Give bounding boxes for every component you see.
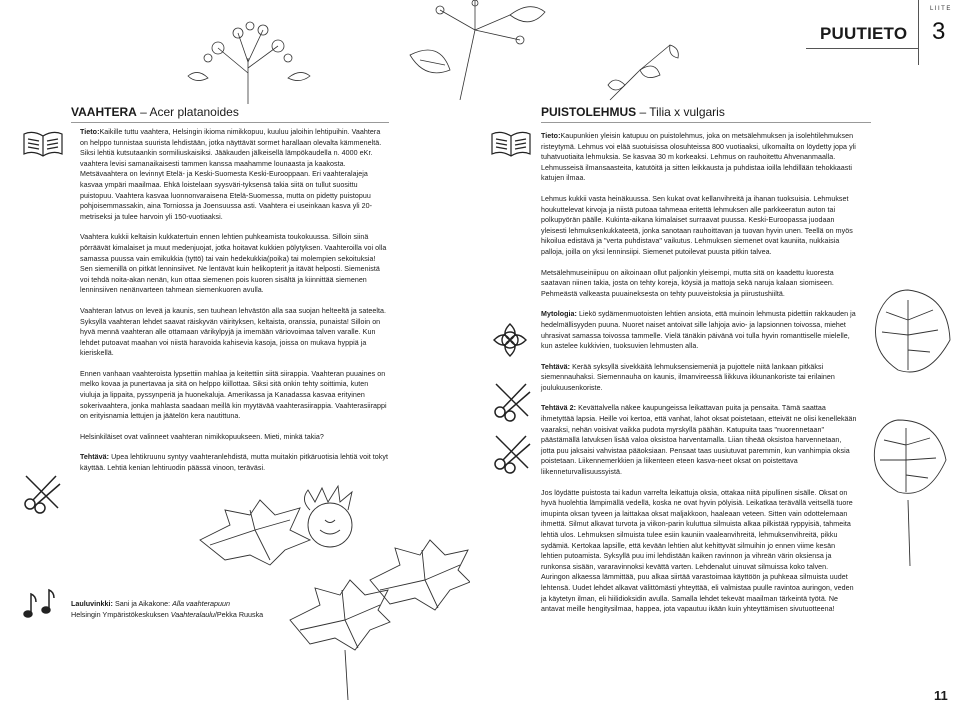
- scissors-tools-icon: [20, 470, 64, 514]
- paragraph-body: Helsinkiläiset ovat valinneet vaahteran nimikkopuukseen. Mieti, minkä takia?: [80, 432, 324, 441]
- paragraph-body: Metsälehmuseiniipuu on aikoinaan ollut paljonkin yleisempi, mutta sitä on kaadettu kuoresta saatavan niinen takia, josta on tehty koreja, köysiä ja mattoja sekä naruja kalaan siomiseen. Pehmeästä valkeasta puuaineksesta on tehty puuveistoksia ja piirustushiiltä.: [541, 268, 834, 298]
- credits-text: Helsingin Ympäristökeskuksen: [71, 610, 171, 619]
- paragraph-label: Tieto:: [541, 132, 561, 140]
- paragraph-body: Vaahteran latvus on leveä ja kaunis, sen tuuhean lehvästön alla saa suojan helteeltä ja sateelta. Syksyllä vaahteran lehdet saavat räiskyvän väirityksen, keltaista, oranssia, punaista! Silloin on hyvä mennä vaahteran alle ottamaan värikylpyjä ja imemään väriovoimaa talven varalle. Kun lehdet putoavat maahan voi niistä haravoida kahisevia kasoja, joissa on mukava hyppiä ja kieriskellä.: [80, 306, 387, 358]
- paragraph-label: Tehtävä:: [541, 362, 571, 371]
- paragraph-label: Tehtävä 2:: [541, 404, 577, 413]
- right-paragraph: [541, 362, 857, 394]
- paragraph-label: Mytologia:: [541, 310, 577, 319]
- right-heading-rule: [541, 122, 871, 123]
- paragraph-body: Kevättalvella näkee kaupungeissa leikattavan puita ja pensaita. Tämä saattaa ihmetyttää lapsia. Heille voi kertoa, että vanhat, lahot oksat poistetaan, etteivät ne olisi kenellekään vaaraksi, nehän voisivat vaikka pudota myrskyllä päähän. Katupuita taas "nuorennetaan" päästämällä latvuksen lisää valoa oksistoa harventamalla. Liian tiheää oksistoa harvennetaan, jotta puu jaksaisi vahvistaa pääoksiaan. Pensaat taas uusiutuvat paremmin, kun vanhimpia oksia poistetaan. Liikennemerkkien ja liikenteen eteen kasva-neet oksat on poistettava liikenneturvallisuussyistä.: [541, 404, 857, 477]
- open-book-icon: [490, 128, 532, 158]
- right-column-text: [541, 131, 857, 615]
- page-title: PUUTIETO: [820, 24, 908, 43]
- right-heading-bold: PUISTOLEHMUS: [541, 105, 637, 119]
- left-paragraph: [80, 127, 388, 222]
- paragraph-label: Tieto:: [80, 128, 100, 136]
- open-book-icon: [22, 128, 64, 158]
- right-paragraph: [541, 309, 857, 351]
- paragraph-label: Tehtävä:: [80, 453, 110, 462]
- appendix-number: 3: [932, 18, 946, 45]
- credits-text: Sani ja Aikakone:: [114, 599, 173, 608]
- right-heading: [541, 105, 725, 119]
- credits-author: /Pekka Ruuska: [214, 610, 264, 619]
- left-paragraph: [80, 306, 388, 359]
- paragraph-body: Vaahtera kukkii keltaisin kukkatertuin ennen lehtien puhkeamista toukokuussa. Silloin siinä pörräävät kimalaiset ja muut medenjuojat, jotka hoitavat kukkien pölytyksen. Vaahteroilla voi olla samassa puussa vain emikukkia (tyttö) tai vain hedekukkia(poika) tai molempien sekoituksia! Sen siemenillä on pitkät lenninsiivet. Ne lentävät kuin helikopterit ja itävät helposti. Siemenistä voi tehdä noita-akan nenän, kun ottaa siemenen pois kuoren sisältä ja kiinnittää siemenen lenninsiiven nenänvarteen tahmean siemenkuoren avulla.: [80, 233, 387, 295]
- paragraph-body: Ennen vanhaan vaahteroista lypsettiin mahlaa ja keitettiin siitä siirappia. Vaahteran puuaines on melko kovaa ja punertavaa ja sitä on helppo kiillottaa. Siksi sitä onkin tehty soittimia, kuten viuluja ja lippaita, pyssynperiä ja huonekaluja. Amerikassa ja Kanadassa kasvaa erityinen sokerivaahtera, jonka mahlasta saadaan meillä kin myytävää vaahterasiirappia. Vaahterasiirappi on erityisnamia lettujen ja jäätelön kera nautittuna.: [80, 369, 387, 421]
- title-underline: [806, 48, 918, 49]
- credits-line-2: [71, 609, 263, 620]
- paragraph-body: Kerää syksyllä sivekkäitä lehmuksensiemeniä ja pujottele niitä lankaan pitkäksi siemennauhaksi. Siemennauha on kaunis, ilmanvireessä liikkuva ikkunankoriste tai erilainen joulukuusenkoriste.: [541, 362, 835, 392]
- paragraph-body: Jos löydätte puistosta tai kadun varrelta leikattuja oksia, ottakaa niitä pipullinen sisälle. Oksat on hyvä huolehtia lämpimällä vedellä, koska ne ovat hyvin pölyisiä. Leikatkaa terävällä veitsellä tuore imupinta oksan tyveen ja laittakaa oksat maljakkoon, haaleaan veteen. Sitten vain odottelemaan ihmettä. Silmut alkavat turvota ja viikon-parin kuluttua silmuista alkaa pilkistää ryppyisiä, tahmeita lehtiä ulos. Lehmuksen silmuista tulee esiin kauniin vaaleanvihreitä, lehmuksenvihreitä, pikku sydämiä. Kertokaa lapsille, että kevään lehtien alut kehittyvät silmuihin jo ennen viime kesän lehtien putoamista. Syksyllä puu imi lehdistään kaiken ravinnon ja vihreän värin oksiensa ja runkonsa sisään, vararavinnoksi kevättä varten. Lehdenalut uinuvat silmuissa koko talven. Auringon alkaessa lämmittää, puu alkaa siirtää varastoimaa käyttöön ja puhkeaa silmuista uudet lehtensä. Uudet lehdet alkavat välittömästi yhteyttää, eli valmistaa puulle ravintoa auringon, veden ja käytetyn ilman, eli hiilidioksidin avulla. Samalla lehdet tekevät maailman tärkeintä työtä. Ne antavat meille hengitysilmaa, happea, jota vapautuu ikään kuin yhteyttämisen sivutuotteena!: [541, 488, 854, 614]
- appendix-label: LIITE: [930, 6, 952, 12]
- left-heading-rule: [71, 122, 389, 123]
- left-paragraph: [80, 232, 388, 296]
- credits-song-title: Vaahteralaulu: [170, 610, 215, 619]
- linden-leaf-sprig-illustration: [600, 40, 685, 105]
- left-paragraph: [80, 369, 388, 422]
- right-paragraph: [541, 268, 857, 300]
- right-heading-rest: – Tilia x vulgaris: [636, 105, 725, 119]
- linden-leaves-illustration: [858, 270, 958, 570]
- left-heading-rest: – Acer platanoides: [136, 105, 239, 119]
- left-heading: [71, 105, 239, 119]
- left-heading-bold: VAAHTERA: [71, 105, 137, 119]
- credits-label: Lauluvinkki:: [71, 599, 113, 608]
- page-number: 11: [934, 688, 948, 703]
- right-paragraph: [541, 403, 857, 477]
- celtic-knot-icon: [490, 320, 530, 360]
- right-paragraph: [541, 131, 857, 184]
- maple-leaves-illustration: [190, 470, 470, 705]
- music-notes-icon: [20, 588, 60, 622]
- credits-line-1: [71, 598, 263, 609]
- paragraph-body: Liekö sydämenmuotoisten lehtien ansiota, että muinoin lehmusta pidettiin rakkauden ja hedelmällisyyden puuna. Nuoret naiset antoivat sille lahjoja avio- ja lapsionnen toivossa, miehet uhrasivat samassa toivossa tammelle. Vielä tänäkin päivänä voi tulla hyvin romanttiselle mielelle, kun astelee kukkivien, tuoksuvien lehmusten alla.: [541, 310, 856, 351]
- left-paragraph: [80, 432, 388, 443]
- paragraph-body: Kaupunkien yleisin katupuu on puistolehmus, joka on metsälehmuksen ja isolehtilehmuksen risteytymä. Lehmus voi elää suotuisissa olosuhteissa 800 vuotiaaksi, ulkomailta on löydetty jopa yli tuhatvuotiaita lehmuksia. Se kasvaa 30 m korkeaksi. Lehmus on rauhoitettu Ahvenanmaalla. Lehmusseisä ilmansaasteita, katutöitä ja sitten leikkausta ja puhdistaa ioilla lehdillään tehokkaasti katujen ilmaa.: [541, 132, 856, 183]
- right-paragraph: [541, 488, 857, 615]
- paragraph-body: Upea lehtikruunu syntyy vaahteranlehdistä, mutta muitakin pitkäruotisia lehtiä voit tokyt käyttää. Lehtiä kenian lehtiruodin päässä vinoon, teräväsi.: [80, 453, 388, 473]
- paragraph-body: Lehmus kukkii vasta heinäkuussa. Sen kukat ovat kellanvihreitä ja ihanan tuoksuisia. Lehmukset houkuttelevat kirvoja ja niistä putoaa tahmeaa eritettä lehmuksen alle parkkeeratun auton tai polkupyörän päälle. Kukinta-aikana kimalaiset surraavat puussa. Keski-Euroopassa juodaan yleisesti lehmuksenkukkateetä, jonka sanotaan rauhoittavan ja tuovan hyvin unen. Teellä on myös hikoilua edistävä ja "verta puhdistava" vaikutus. Lehmuksen siemenet ovat kauniita, nukkaisia palloja, joilla on yksi lenninsiipi. Siemenet putoilevat puusta pitkin talvea.: [541, 194, 853, 256]
- song-credits: [71, 598, 263, 620]
- left-column-text: [80, 127, 388, 474]
- maple-flower-illustration: [178, 18, 318, 104]
- scissors-tools-icon: [490, 378, 534, 422]
- right-paragraph: [541, 194, 857, 258]
- scissors-tools-icon: [490, 430, 534, 474]
- paragraph-body: Kaikille tuttu vaahtera, Helsingin ikioma nimikkopuu, kuuluu jaloihin lehtipuihin. Vaahtera on helppo tunnistaa suurista lehdistään, jotka näyttävät sormet harallaan olevalta kämmeneltä. Siksi lehtiä kutsutaankin sormiliuskaisiksi. Jääkauden jälkeisellä lämpökaudella n. 4000 eKr. vaahtera levisi samanaikaisesti tammen kanssa maahamme lounaasta ja kaakosta. Metsävaahtera on levinnyt Etelä- ja Keski-Suomesta Keski-Eurooppaan. Eri vaahteralajeja kasvaa ympäri maailmaa. Ehkä loistelaan syysväri-tyksensä takia siitä on tullut suosittu puistopuu. Vaahtera kasvaa luonnonvaraisena Etelä-Suomessa, mutta on pidetty puistopuu pohjoisemmassakin, aina Torniossa ja Joensuussa asti. Vaahtera ei useinkaan kasva yli 20-metriseksi ja tulee harvoin yli 150-vuotiaaksi.: [80, 128, 382, 221]
- linden-flower-illustration: [400, 0, 550, 100]
- credits-song-title: Alla vaahterapuun: [172, 599, 231, 608]
